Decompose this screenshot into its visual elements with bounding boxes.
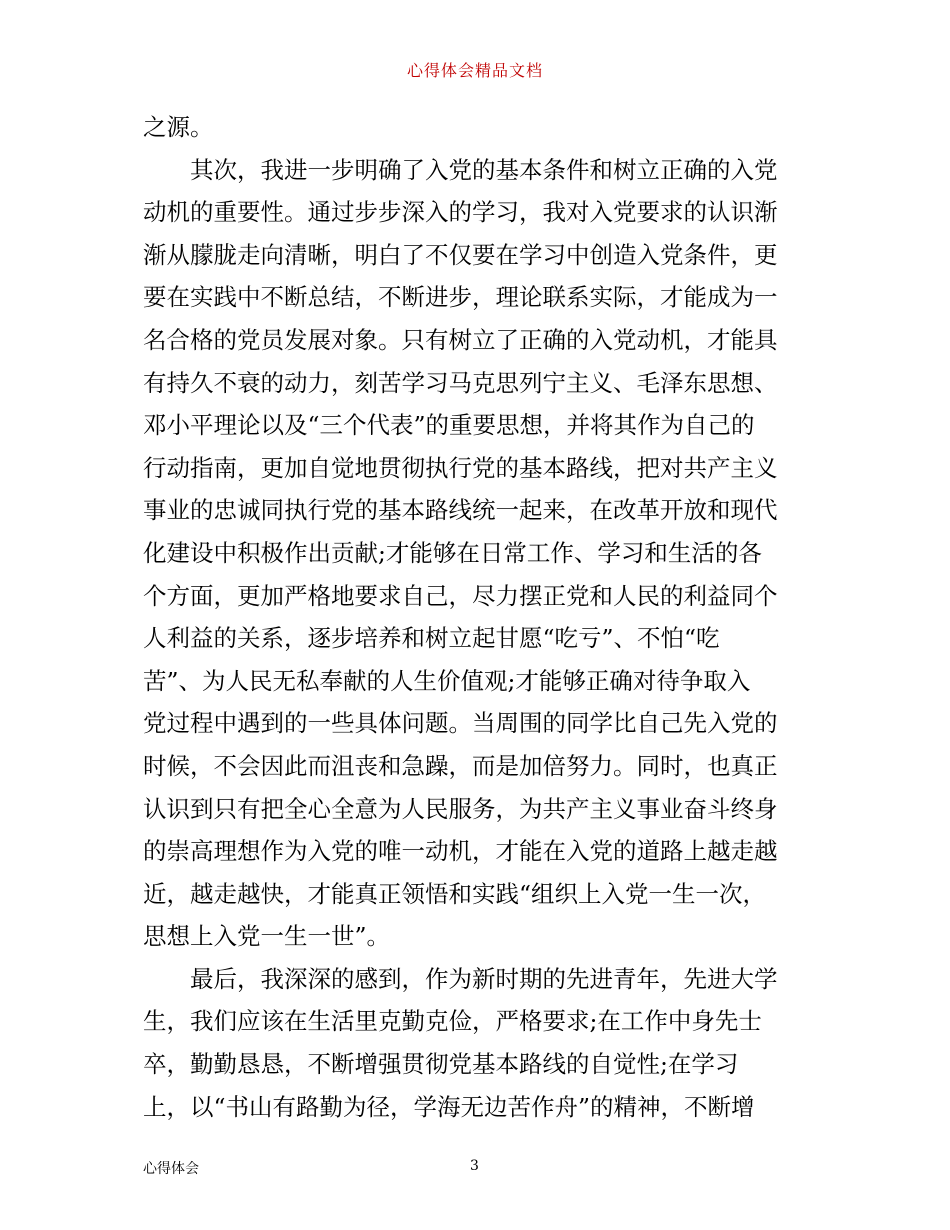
text-line: 之源。 bbox=[143, 113, 214, 141]
text-line: 邓小平理论以及“三个代表”的重要思想，并将其作为自己的 bbox=[143, 411, 755, 440]
text-line: 化建设中积极作出贡献;才能够在日常工作、学习和生活的各 bbox=[143, 538, 762, 567]
text-line: 时候，不会因此而沮丧和急躁，而是加倍努力。同时，也真正 bbox=[143, 751, 778, 780]
text-line: 要在实践中不断总结，不断进步，理论联系实际，才能成为一 bbox=[143, 283, 778, 312]
text-line: 个方面，更加严格地要求自己，尽力摆正党和人民的利益同个 bbox=[143, 581, 778, 610]
text-line: 近，越走越快，才能真正领悟和实践“组织上入党一生一次， bbox=[143, 879, 767, 908]
text-line: 思想上入党一生一世”。 bbox=[143, 922, 391, 951]
text-line: 渐从朦胧走向清晰，明白了不仅要在学习中创造入党条件，更 bbox=[143, 240, 778, 269]
page-number: 3 bbox=[470, 1158, 479, 1174]
text-line: 名合格的党员发展对象。只有树立了正确的入党动机，才能具 bbox=[143, 325, 778, 354]
text-line: 党过程中遇到的一些具体问题。当周围的同学比自己先入党的 bbox=[143, 709, 778, 738]
text-line: 认识到只有把全心全意为人民服务，为共产主义事业奋斗终身 bbox=[143, 794, 778, 823]
text-line: 人利益的关系，逐步培养和树立起甘愿“吃亏”、不怕“吃 bbox=[143, 624, 720, 653]
paragraph-start-line: 最后，我深深的感到，作为新时期的先进青年，先进大学 bbox=[190, 964, 778, 993]
text-line: 的崇高理想作为入党的唯一动机，才能在入党的道路上越走越 bbox=[143, 837, 778, 866]
document-body bbox=[143, 106, 813, 1128]
text-line: 事业的忠诚同执行党的基本路线统一起来，在改革开放和现代 bbox=[143, 496, 778, 525]
paragraph-start-line: 其次，我进一步明确了入党的基本条件和树立正确的入党 bbox=[190, 155, 778, 184]
text-line: 生，我们应该在生活里克勤克俭，严格要求;在工作中身先士 bbox=[143, 1007, 762, 1036]
text-line: 有持久不衰的动力，刻苦学习马克思列宁主义、毛泽东思想、 bbox=[143, 368, 778, 397]
text-line: 行动指南，更加自觉地贯彻执行党的基本路线，把对共产主义 bbox=[143, 453, 778, 482]
text-line: 苦”、为人民无私奉献的人生价值观;才能够正确对待争取入 bbox=[143, 666, 751, 695]
footer-label: 心得体会 bbox=[143, 1161, 199, 1177]
text-line: 上，以“书山有路勤为径，学海无边苦作舟”的精神，不断增 bbox=[143, 1092, 755, 1121]
text-line: 卒，勤勤恳恳，不断增强贯彻党基本路线的自觉性;在学习 bbox=[143, 1050, 739, 1079]
text-line: 动机的重要性。通过步步深入的学习，我对入党要求的认识渐 bbox=[143, 198, 778, 227]
document-header-title: 心得体会精品文档 bbox=[406, 61, 543, 80]
